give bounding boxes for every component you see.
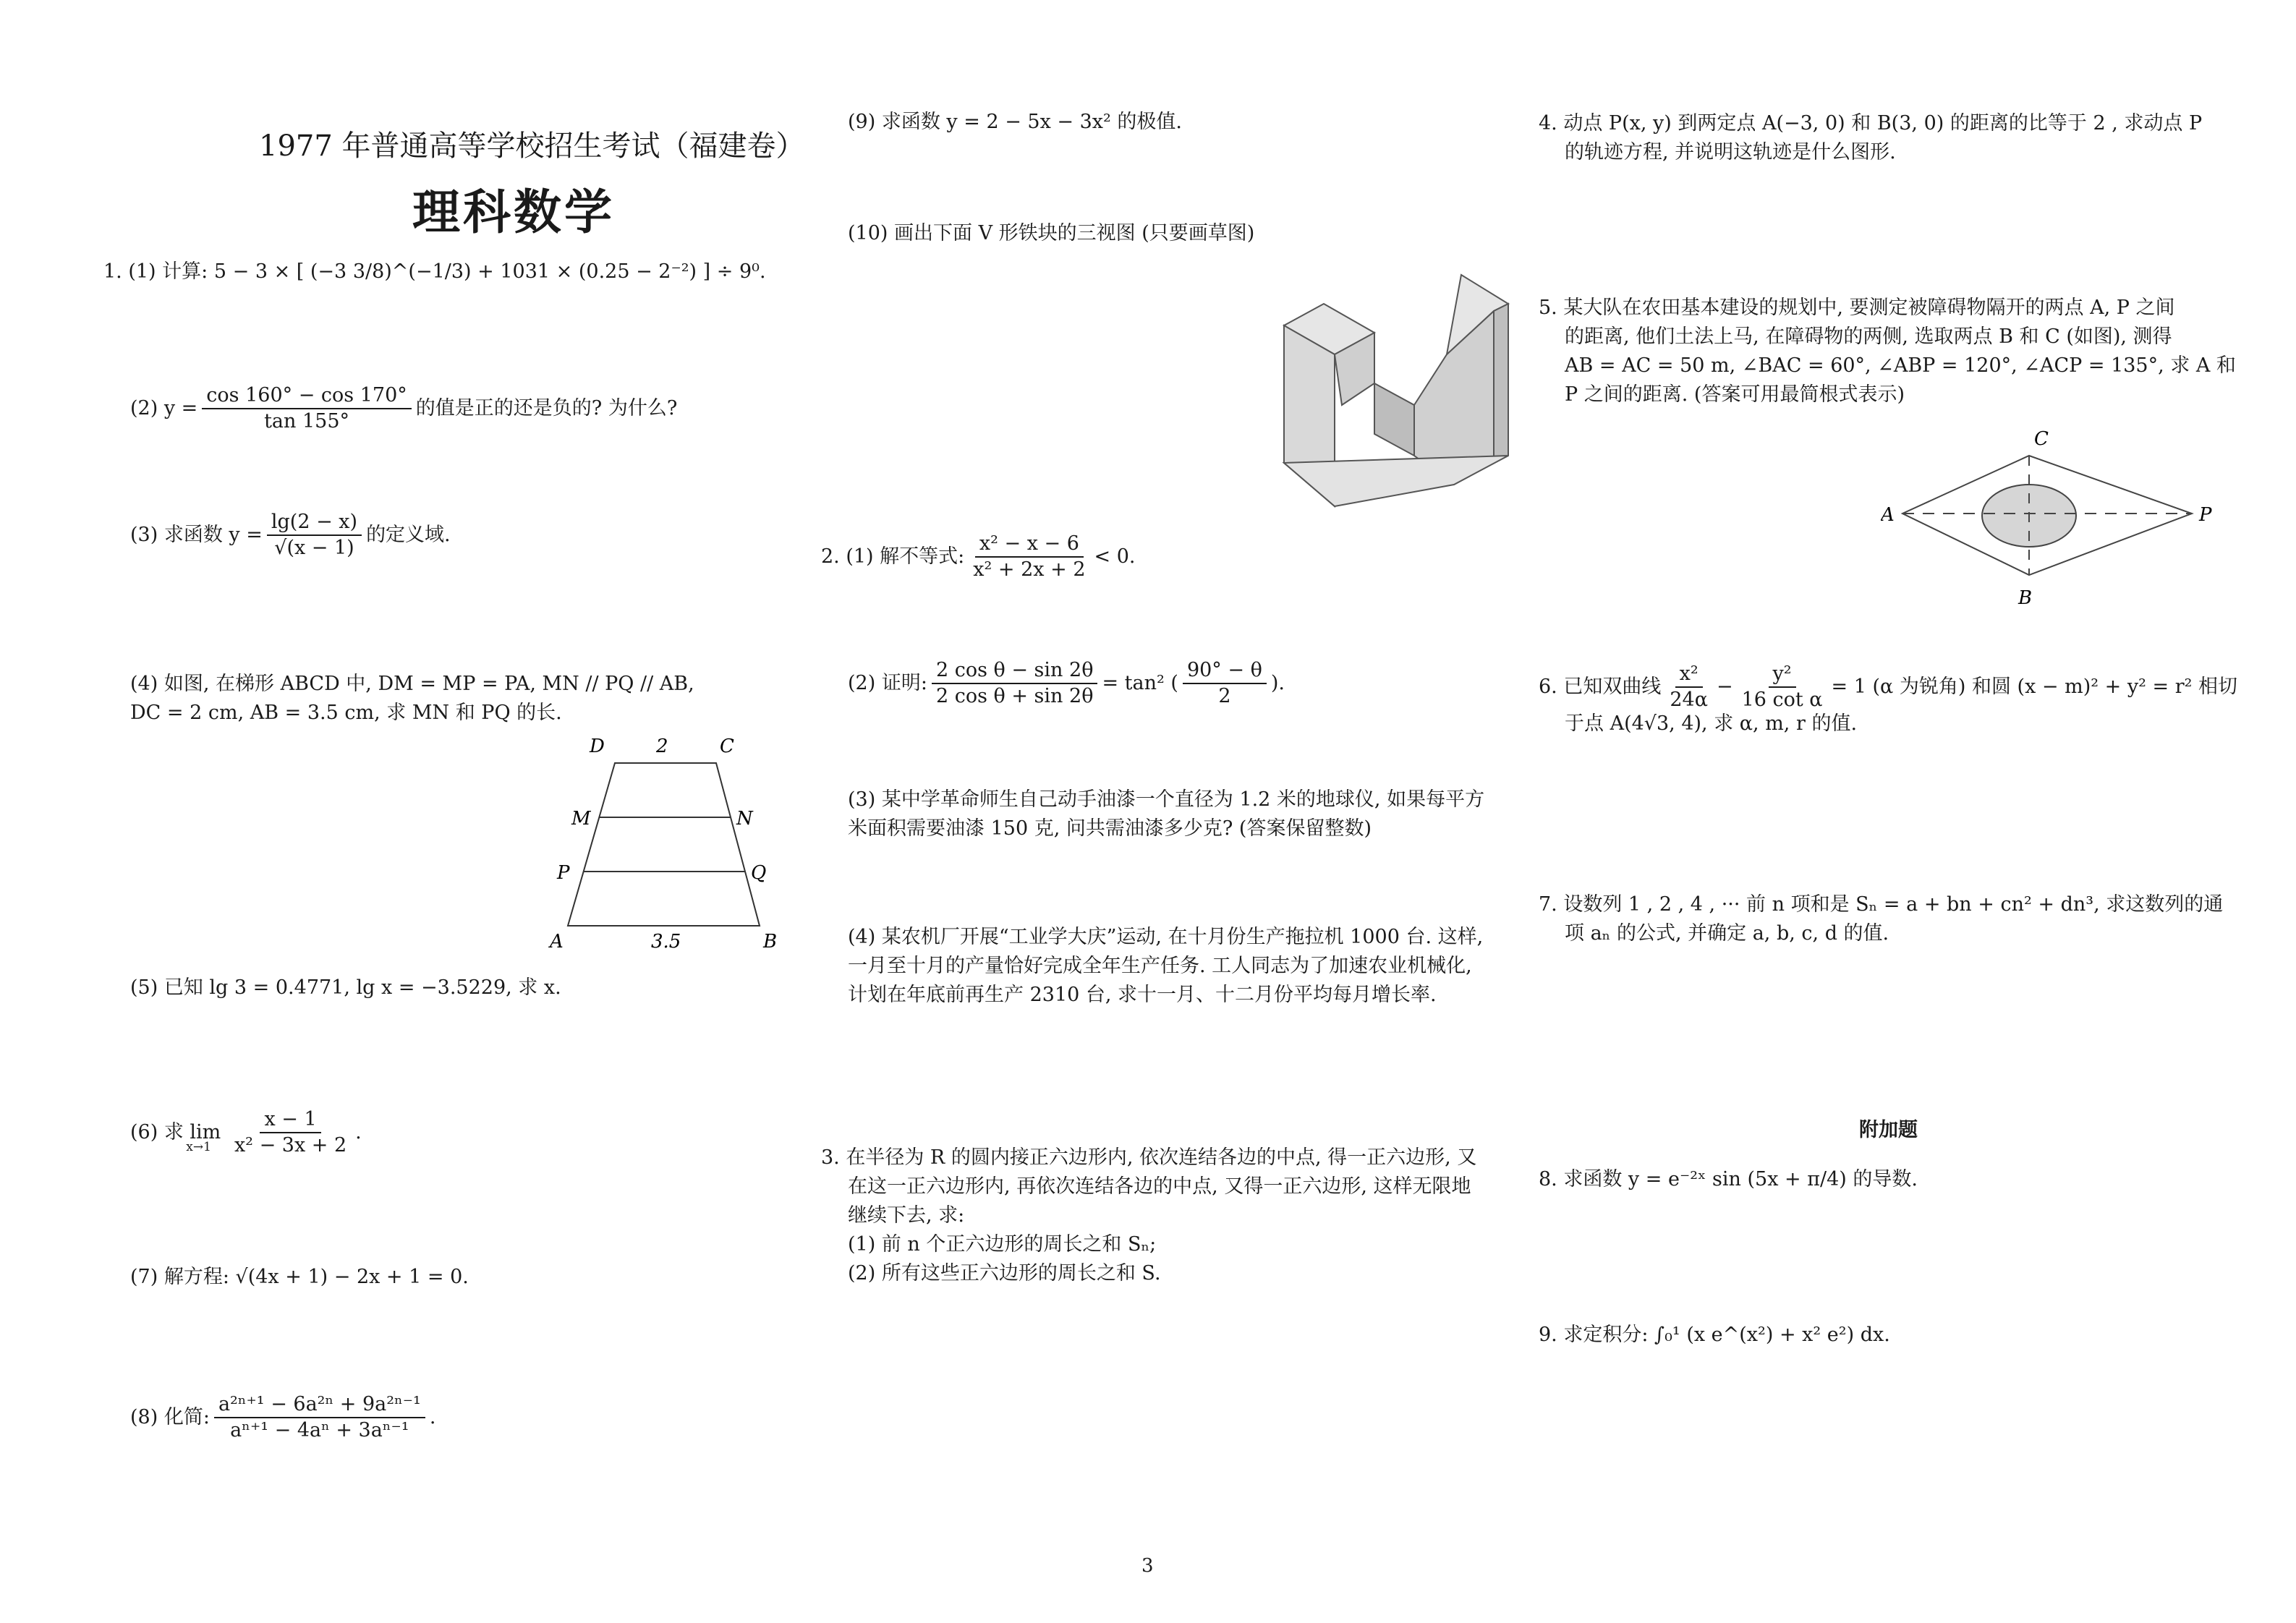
page-number: 3 [1141, 1555, 1154, 1577]
q1-6-post: . [355, 1121, 362, 1143]
q6-numerator1: x² [1675, 662, 1703, 688]
q2-2-post: ). [1270, 672, 1285, 694]
q2-2-fraction2 [1183, 658, 1267, 709]
question-2-3-line2: 米面积需要油漆 150 克, 问共需油漆多少克? (答案保留整数) [848, 817, 1372, 840]
question-5-line2: 的距离, 他们土法上马, 在障碍物的两侧, 选取两点 B 和 C (如图), 测得 [1565, 325, 2172, 348]
question-1-8 [130, 1392, 435, 1443]
q2-2-denominator2: 2 [1218, 685, 1231, 707]
q1-8-post: . [429, 1406, 436, 1428]
label-c: C [720, 736, 734, 757]
kite-label-b: B [2018, 587, 2033, 609]
q1-3-numerator: lg(2 − x) [267, 510, 362, 536]
q6-numerator2: y² [1769, 662, 1796, 688]
q2-2-pre: (2) 证明: [848, 672, 927, 694]
q1-2-numerator: cos 160° − cos 170° [202, 383, 412, 409]
label-b: B [763, 931, 778, 953]
question-5-line4: P 之间的距离. (答案可用最简根式表示) [1565, 383, 1905, 406]
question-2-4-line1: (4) 某农机厂开展“工业学大庆”运动, 在十月份生产拖拉机 1000 台. 这样, [848, 926, 1484, 948]
question-7-line1: 7. 设数列 1 , 2 , 4 , ··· 前 n 项和是 Sₙ = a + bn + cn² + dn³, 求这数列的通 [1539, 893, 2224, 916]
question-8: 8. 求函数 y = e⁻²ˣ sin (5x + π/4) 的导数. [1539, 1168, 1918, 1190]
q6-post: = 1 (α 为锐角) 和圆 (x − m)² + y² = r² 相切 [1831, 676, 2238, 698]
q2-2-mid: = tan² ( [1102, 672, 1178, 694]
q1-6-numerator: x − 1 [260, 1107, 320, 1133]
q2-1-numerator: x² − x − 6 [975, 532, 1084, 558]
q1-6-limit-sub: x→1 [186, 1140, 211, 1154]
q1-2-denominator: tan 155° [264, 410, 350, 433]
q1-8-numerator: a²ⁿ⁺¹ − 6a²ⁿ + 9a²ⁿ⁻¹ [214, 1392, 425, 1418]
question-9: 9. 求定积分: ∫₀¹ (x e^(x²) + x² e²) dx. [1539, 1324, 1890, 1346]
trapezoid-outline [568, 763, 760, 926]
q1-2-fraction [202, 383, 412, 434]
v-block-right-side [1494, 304, 1508, 463]
question-3-line4: (1) 前 n 个正六边形的周长之和 Sₙ; [848, 1233, 1157, 1256]
q1-3-pre: (3) 求函数 y = [130, 524, 263, 546]
question-3-line3: 继续下去, 求: [848, 1204, 965, 1227]
question-6-line1 [1539, 662, 2237, 712]
question-2-4-line2: 一月至十月的产量恰好完成全年生产任务. 工人同志为了加速农业机械化, [848, 955, 1472, 977]
question-3-line1: 3. 在半径为 R 的圆内接正六边形内, 依次连结各边的中点, 得一正六边形, 又 [821, 1146, 1477, 1169]
extra-questions-heading: 附加题 [1859, 1119, 1918, 1141]
q6-minus: − [1716, 676, 1733, 698]
q2-1-fraction [969, 532, 1089, 582]
kite-label-c: C [2034, 428, 2049, 450]
question-4-line1: 4. 动点 P(x, y) 到两定点 A(−3, 0) 和 B(3, 0) 的距离的比等于 2 , 求动点 P [1539, 112, 2203, 135]
question-1-1: 1. (1) 计算: 5 − 3 × [ (−3 3/8)^(−1/3) + 1031 × (0.25 − 2⁻²) ] ÷ 9⁰. [103, 260, 766, 283]
q6-pre: 6. 已知双曲线 [1539, 676, 1662, 698]
q1-6-pre: (6) 求 lim [130, 1121, 221, 1143]
question-5-line1: 5. 某大队在农田基本建设的规划中, 要测定被障碍物隔开的两点 A, P 之间 [1539, 297, 2175, 319]
question-6-line2: 于点 A(4√3, 4), 求 α, m, r 的值. [1565, 712, 1858, 735]
kite-label-p: P [2199, 504, 2212, 526]
question-1-2 [130, 383, 677, 434]
q1-3-post: 的定义域. [366, 524, 451, 546]
label-d: D [590, 736, 605, 757]
v-block-base [1284, 456, 1508, 506]
question-1-10: (10) 画出下面 V 形铁块的三视图 (只要画草图) [848, 222, 1255, 244]
label-q: Q [751, 862, 767, 884]
q2-1-pre: 2. (1) 解不等式: [821, 545, 965, 568]
question-2-1 [821, 532, 1135, 582]
q6-fraction2 [1738, 662, 1827, 712]
question-2-2 [848, 658, 1285, 709]
label-p: P [557, 862, 570, 884]
q2-2-fraction [932, 658, 1098, 709]
q2-2-numerator2: 90° − θ [1183, 658, 1267, 684]
question-3-line2: 在这一正六边形内, 再依次连结各边的中点, 又得一正六边形, 这样无限地 [848, 1175, 1471, 1198]
question-1-3 [130, 510, 451, 561]
question-7-line2: 项 aₙ 的公式, 并确定 a, b, c, d 的值. [1565, 922, 1889, 945]
q1-2-post: 的值是正的还是负的? 为什么? [415, 397, 678, 419]
q2-2-numerator: 2 cos θ − sin 2θ [932, 658, 1098, 684]
label-n: N [736, 808, 753, 830]
q6-denominator2: 16 cot α [1741, 689, 1823, 711]
q2-1-post: < 0. [1094, 545, 1136, 568]
subject-title: 理科数学 [412, 184, 615, 240]
question-1-4-line2: DC = 2 cm, AB = 3.5 cm, 求 MN 和 PQ 的长. [130, 702, 562, 724]
label-top-length: 2 [656, 736, 668, 757]
trapezoid-figure [535, 730, 796, 962]
q1-8-denominator: aⁿ⁺¹ − 4aⁿ + 3aⁿ⁻¹ [230, 1419, 409, 1441]
q1-3-fraction [267, 510, 362, 561]
question-1-4-line1: (4) 如图, 在梯形 ABCD 中, DM = MP = PA, MN // PQ // AB, [130, 673, 694, 695]
question-5-line3: AB = AC = 50 m, ∠BAC = 60°, ∠ABP = 120°, ∠ACP = 135°, 求 A 和 [1565, 354, 2236, 377]
q1-2-pre: (2) y = [130, 397, 198, 419]
q1-6-fraction [230, 1107, 351, 1158]
question-2-4-line3: 计划在年底前再生产 2310 台, 求十一月、十二月份平均每月增长率. [848, 984, 1437, 1006]
kite-figure [1881, 423, 2235, 618]
question-3-line5: (2) 所有这些正六边形的周长之和 S. [848, 1262, 1161, 1285]
question-1-9: (9) 求函数 y = 2 − 5x − 3x² 的极值. [848, 111, 1183, 133]
q6-fraction1 [1665, 662, 1712, 712]
q2-1-denominator: x² + 2x + 2 [973, 558, 1086, 581]
q6-denominator1: 24α [1670, 689, 1708, 711]
v-block-figure [1273, 268, 1512, 514]
q1-8-pre: (8) 化简: [130, 1406, 210, 1428]
exam-title: 1977 年普通高等学校招生考试（福建卷） [259, 129, 805, 163]
question-1-5: (5) 已知 lg 3 = 0.4771, lg x = −3.5229, 求 x. [130, 976, 561, 999]
question-1-7: (7) 解方程: √(4x + 1) − 2x + 1 = 0. [130, 1266, 469, 1288]
question-1-6 [130, 1103, 362, 1162]
label-bottom-length: 3.5 [651, 931, 681, 953]
question-2-3-line1: (3) 某中学革命师生自己动手油漆一个直径为 1.2 米的地球仪, 如果每平方 [848, 788, 1485, 811]
v-block-groove [1374, 383, 1414, 456]
q1-8-fraction [214, 1392, 425, 1443]
q1-6-denominator: x² − 3x + 2 [234, 1134, 347, 1156]
q1-3-denominator: √(x − 1) [274, 537, 354, 559]
label-m: M [571, 808, 591, 830]
kite-label-a: A [1881, 504, 1895, 526]
question-4-line2: 的轨迹方程, 并说明这轨迹是什么图形. [1565, 141, 1896, 163]
label-a: A [550, 931, 564, 953]
q2-2-denominator: 2 cos θ + sin 2θ [935, 685, 1094, 707]
